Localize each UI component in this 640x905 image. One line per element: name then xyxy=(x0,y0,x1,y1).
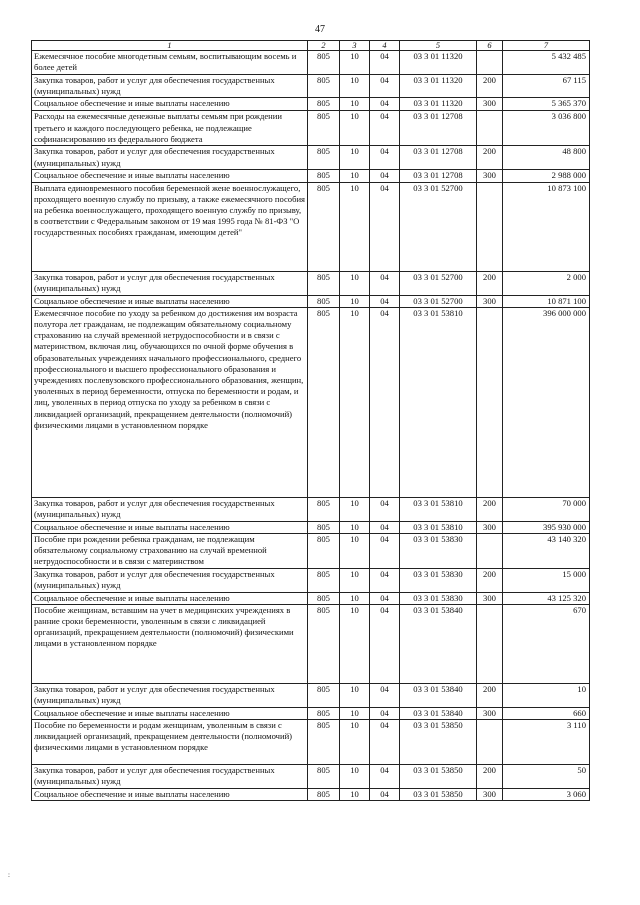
target-article-code: 03 3 01 53810 xyxy=(400,497,477,521)
amount: 396 000 000 xyxy=(503,307,590,497)
table-row xyxy=(32,307,590,497)
section-code: 10 xyxy=(340,307,370,497)
section-code: 10 xyxy=(340,146,370,170)
section-code: 10 xyxy=(340,521,370,533)
amount: 5 432 485 xyxy=(503,51,590,75)
table-row xyxy=(32,271,590,295)
amount: 43 125 320 xyxy=(503,592,590,604)
target-article-code: 03 3 01 11320 xyxy=(400,98,477,111)
amount: 43 140 320 xyxy=(503,534,590,569)
item-name: Выплата единовременного пособия беременной жене военнослужащего, проходящего военную службу по призыву, а также ежемесячного пособия на ребенка военнослужащего, проходящего военную службу по призыву, в соответствии с Федеральным законом от 19 мая 1995 года № 81-ФЗ "О государственных пособиях гражданам, имеющим детей" xyxy=(32,182,308,271)
target-article-code: 03 3 01 12708 xyxy=(400,111,477,146)
ministry-code: 805 xyxy=(308,271,340,295)
ministry-code: 805 xyxy=(308,707,340,719)
target-article-code: 03 3 01 12708 xyxy=(400,146,477,170)
header-cell: 6 xyxy=(477,41,503,51)
section-code: 10 xyxy=(340,497,370,521)
amount: 70 000 xyxy=(503,497,590,521)
section-code: 10 xyxy=(340,604,370,683)
ministry-code: 805 xyxy=(308,98,340,111)
item-name: Социальное обеспечение и иные выплаты населению xyxy=(32,521,308,533)
ministry-code: 805 xyxy=(308,720,340,765)
table-row xyxy=(32,534,590,569)
expense-type-code: 200 xyxy=(477,271,503,295)
margin-mark: : xyxy=(8,871,10,879)
ministry-code: 805 xyxy=(308,765,340,789)
table-header-row xyxy=(32,41,590,51)
ministry-code: 805 xyxy=(308,182,340,271)
item-name: Расходы на ежемесячные денежные выплаты семьям при рождении третьего и каждого последующего ребенка, не подлежащие софинансированию из федерального бюджета xyxy=(32,111,308,146)
subsection-code: 04 xyxy=(370,683,400,707)
item-name: Ежемесячное пособие многодетным семьям, воспитывающим восемь и более детей xyxy=(32,51,308,75)
item-name: Социальное обеспечение и иные выплаты населению xyxy=(32,592,308,604)
expense-type-code xyxy=(477,604,503,683)
section-code: 10 xyxy=(340,568,370,592)
expense-type-code: 300 xyxy=(477,521,503,533)
table-row xyxy=(32,111,590,146)
target-article-code: 03 3 01 11320 xyxy=(400,51,477,75)
page-number: 47 xyxy=(315,24,325,35)
item-name: Ежемесячное пособие по уходу за ребенком до достижения им возраста полутора лет гражданам, не подлежащим обязательному социальному страхованию на случай временной нетрудоспособности и в связи с материнством, включая лиц, обучающихся по очной форме обучения в образовательных учреждениях начального профессионального, среднего профессионального и высшего профессионального образования и учреждениях послевузовского профессионального образования, женщин, уволенных в период беременности, отпуска по беременности и родам, и лиц, уволенных в период отпуска по уходу за ребенком в связи с ликвидацией организаций, прекращением деятельности (полномочий) физическими лицами в установленном порядке xyxy=(32,307,308,497)
expense-type-code: 300 xyxy=(477,789,503,801)
section-code: 10 xyxy=(340,111,370,146)
target-article-code: 03 3 01 53850 xyxy=(400,789,477,801)
amount: 3 036 800 xyxy=(503,111,590,146)
expense-type-code: 300 xyxy=(477,98,503,111)
section-code: 10 xyxy=(340,170,370,182)
subsection-code: 04 xyxy=(370,51,400,75)
subsection-code: 04 xyxy=(370,534,400,569)
expense-type-code xyxy=(477,720,503,765)
target-article-code: 03 3 01 53830 xyxy=(400,568,477,592)
expense-type-code: 300 xyxy=(477,295,503,307)
ministry-code: 805 xyxy=(308,683,340,707)
section-code: 10 xyxy=(340,75,370,98)
target-article-code: 03 3 01 53810 xyxy=(400,307,477,497)
table-row xyxy=(32,683,590,707)
ministry-code: 805 xyxy=(308,146,340,170)
table-row xyxy=(32,146,590,170)
section-code: 10 xyxy=(340,271,370,295)
ministry-code: 805 xyxy=(308,521,340,533)
subsection-code: 04 xyxy=(370,146,400,170)
expense-type-code xyxy=(477,307,503,497)
section-code: 10 xyxy=(340,295,370,307)
item-name: Пособие женщинам, вставшим на учет в медицинских учреждениях в ранние сроки беременности, уволенным в связи с ликвидацией организаций, прекращением деятельности (полномочий) физическими лицами в установленном порядке xyxy=(32,604,308,683)
table-row xyxy=(32,170,590,182)
table-row xyxy=(32,521,590,533)
table-row xyxy=(32,98,590,111)
target-article-code: 03 3 01 11320 xyxy=(400,75,477,98)
item-name: Закупка товаров, работ и услуг для обеспечения государственных (муниципальных) нужд xyxy=(32,146,308,170)
amount: 67 115 xyxy=(503,75,590,98)
amount: 670 xyxy=(503,604,590,683)
expense-type-code: 300 xyxy=(477,592,503,604)
target-article-code: 03 3 01 52700 xyxy=(400,295,477,307)
subsection-code: 04 xyxy=(370,307,400,497)
subsection-code: 04 xyxy=(370,98,400,111)
target-article-code: 03 3 01 53840 xyxy=(400,683,477,707)
ministry-code: 805 xyxy=(308,75,340,98)
header-cell: 5 xyxy=(400,41,477,51)
ministry-code: 805 xyxy=(308,51,340,75)
expense-type-code: 200 xyxy=(477,683,503,707)
amount: 660 xyxy=(503,707,590,719)
amount: 395 930 000 xyxy=(503,521,590,533)
table-row xyxy=(32,592,590,604)
subsection-code: 04 xyxy=(370,765,400,789)
item-name: Социальное обеспечение и иные выплаты населению xyxy=(32,98,308,111)
amount: 2 000 xyxy=(503,271,590,295)
amount: 15 000 xyxy=(503,568,590,592)
expense-type-code: 300 xyxy=(477,170,503,182)
target-article-code: 03 3 01 53850 xyxy=(400,720,477,765)
expense-type-code: 200 xyxy=(477,765,503,789)
amount: 10 873 100 xyxy=(503,182,590,271)
ministry-code: 805 xyxy=(308,307,340,497)
ministry-code: 805 xyxy=(308,604,340,683)
item-name: Социальное обеспечение и иные выплаты населению xyxy=(32,170,308,182)
target-article-code: 03 3 01 53850 xyxy=(400,765,477,789)
section-code: 10 xyxy=(340,683,370,707)
table-row xyxy=(32,182,590,271)
ministry-code: 805 xyxy=(308,568,340,592)
expense-type-code: 200 xyxy=(477,568,503,592)
item-name: Закупка товаров, работ и услуг для обеспечения государственных (муниципальных) нужд xyxy=(32,568,308,592)
target-article-code: 03 3 01 52700 xyxy=(400,271,477,295)
expense-type-code xyxy=(477,182,503,271)
subsection-code: 04 xyxy=(370,789,400,801)
target-article-code: 03 3 01 52700 xyxy=(400,182,477,271)
item-name: Закупка товаров, работ и услуг для обеспечения государственных (муниципальных) нужд xyxy=(32,683,308,707)
expense-type-code xyxy=(477,51,503,75)
section-code: 10 xyxy=(340,534,370,569)
expense-type-code: 200 xyxy=(477,497,503,521)
expense-type-code xyxy=(477,534,503,569)
table-row xyxy=(32,765,590,789)
table-row xyxy=(32,720,590,765)
target-article-code: 03 3 01 53810 xyxy=(400,521,477,533)
section-code: 10 xyxy=(340,707,370,719)
table-row xyxy=(32,295,590,307)
table-row xyxy=(32,707,590,719)
ministry-code: 805 xyxy=(308,789,340,801)
table-row xyxy=(32,497,590,521)
ministry-code: 805 xyxy=(308,592,340,604)
section-code: 10 xyxy=(340,51,370,75)
subsection-code: 04 xyxy=(370,497,400,521)
amount: 5 365 370 xyxy=(503,98,590,111)
target-article-code: 03 3 01 53830 xyxy=(400,592,477,604)
item-name: Социальное обеспечение и иные выплаты населению xyxy=(32,789,308,801)
item-name: Пособие по беременности и родам женщинам, уволенным в связи с ликвидацией организаций, прекращением деятельности (полномочий) физическими лицами в установленном порядке xyxy=(32,720,308,765)
section-code: 10 xyxy=(340,592,370,604)
table-row xyxy=(32,75,590,98)
subsection-code: 04 xyxy=(370,707,400,719)
target-article-code: 03 3 01 53830 xyxy=(400,534,477,569)
item-name: Закупка товаров, работ и услуг для обеспечения государственных (муниципальных) нужд xyxy=(32,765,308,789)
expense-type-code xyxy=(477,111,503,146)
table-row xyxy=(32,51,590,75)
section-code: 10 xyxy=(340,182,370,271)
table-row xyxy=(32,789,590,801)
item-name: Закупка товаров, работ и услуг для обеспечения государственных (муниципальных) нужд xyxy=(32,497,308,521)
target-article-code: 03 3 01 53840 xyxy=(400,604,477,683)
section-code: 10 xyxy=(340,789,370,801)
header-cell: 4 xyxy=(370,41,400,51)
target-article-code: 03 3 01 53840 xyxy=(400,707,477,719)
amount: 2 988 000 xyxy=(503,170,590,182)
subsection-code: 04 xyxy=(370,170,400,182)
ministry-code: 805 xyxy=(308,534,340,569)
item-name: Закупка товаров, работ и услуг для обеспечения государственных (муниципальных) нужд xyxy=(32,271,308,295)
header-cell: 7 xyxy=(503,41,590,51)
subsection-code: 04 xyxy=(370,720,400,765)
item-name: Пособие при рождении ребенка гражданам, не подлежащим обязательному социальному страхованию на случай временной нетрудоспособности и в связи с материнством xyxy=(32,534,308,569)
header-cell: 3 xyxy=(340,41,370,51)
header-cell: 1 xyxy=(32,41,308,51)
amount: 10 871 100 xyxy=(503,295,590,307)
subsection-code: 04 xyxy=(370,75,400,98)
amount: 3 060 xyxy=(503,789,590,801)
subsection-code: 04 xyxy=(370,295,400,307)
budget-table xyxy=(31,40,590,801)
subsection-code: 04 xyxy=(370,604,400,683)
subsection-code: 04 xyxy=(370,271,400,295)
amount: 3 110 xyxy=(503,720,590,765)
expense-type-code: 300 xyxy=(477,707,503,719)
item-name: Социальное обеспечение и иные выплаты населению xyxy=(32,295,308,307)
section-code: 10 xyxy=(340,765,370,789)
section-code: 10 xyxy=(340,720,370,765)
section-code: 10 xyxy=(340,98,370,111)
subsection-code: 04 xyxy=(370,521,400,533)
amount: 48 800 xyxy=(503,146,590,170)
item-name: Социальное обеспечение и иные выплаты населению xyxy=(32,707,308,719)
expense-type-code: 200 xyxy=(477,146,503,170)
expense-type-code: 200 xyxy=(477,75,503,98)
item-name: Закупка товаров, работ и услуг для обеспечения государственных (муниципальных) нужд xyxy=(32,75,308,98)
ministry-code: 805 xyxy=(308,295,340,307)
ministry-code: 805 xyxy=(308,111,340,146)
subsection-code: 04 xyxy=(370,111,400,146)
ministry-code: 805 xyxy=(308,170,340,182)
amount: 50 xyxy=(503,765,590,789)
ministry-code: 805 xyxy=(308,497,340,521)
subsection-code: 04 xyxy=(370,592,400,604)
table-row xyxy=(32,604,590,683)
header-cell: 2 xyxy=(308,41,340,51)
amount: 10 xyxy=(503,683,590,707)
subsection-code: 04 xyxy=(370,568,400,592)
target-article-code: 03 3 01 12708 xyxy=(400,170,477,182)
table-row xyxy=(32,568,590,592)
subsection-code: 04 xyxy=(370,182,400,271)
